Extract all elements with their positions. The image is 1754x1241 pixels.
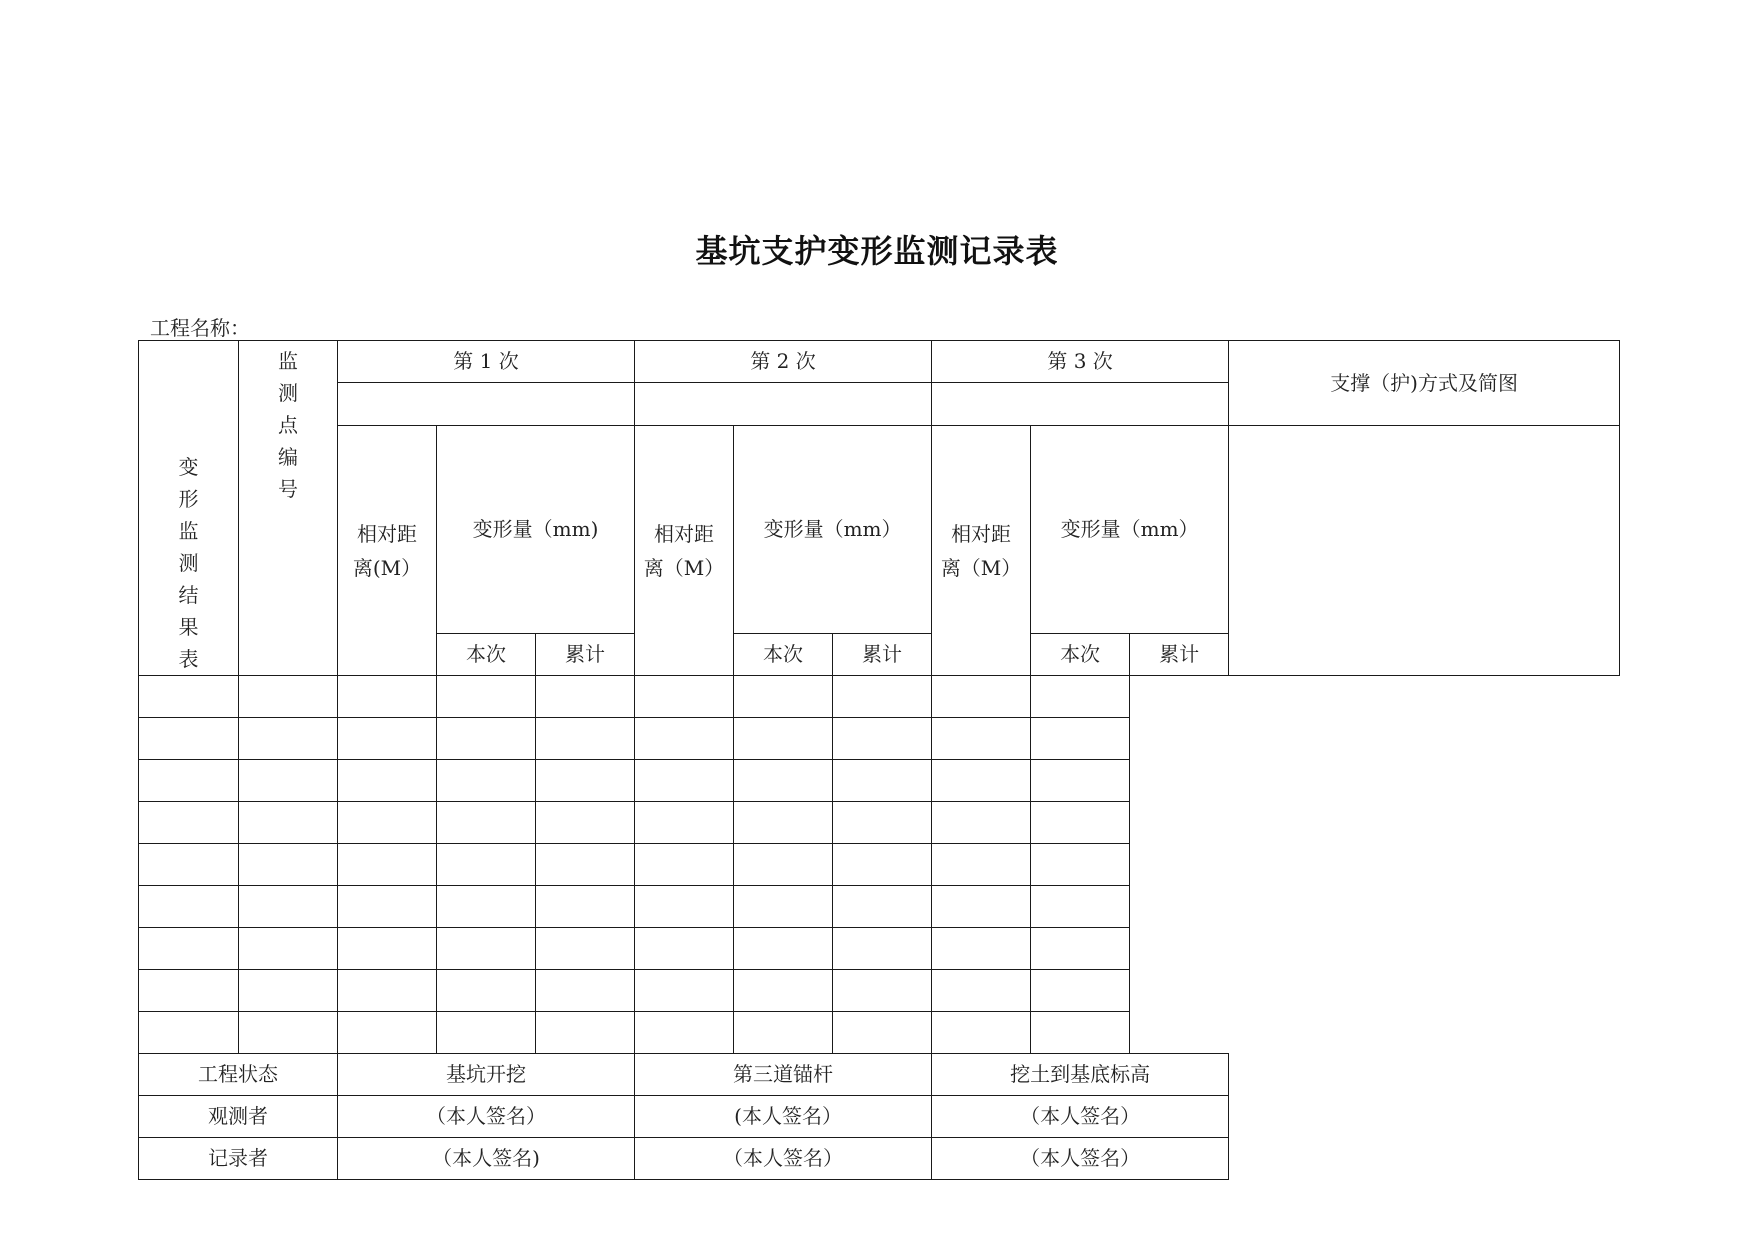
monitoring-record-table: [138, 340, 1620, 1180]
round-2-current-header: 本次: [734, 634, 833, 676]
round-3-current-header: 本次: [1031, 634, 1130, 676]
data-cell[interactable]: [338, 802, 437, 844]
data-cell[interactable]: [437, 1012, 536, 1054]
data-cell[interactable]: [1031, 886, 1130, 928]
vertical-char: 变: [178, 455, 199, 479]
data-cell[interactable]: [734, 718, 833, 760]
data-cell[interactable]: [932, 928, 1031, 970]
round-1-header: 第 1 次: [338, 341, 635, 383]
point-no-cell[interactable]: [139, 928, 239, 970]
support-sketch-area[interactable]: [1229, 426, 1620, 676]
vertical-char: 表: [178, 647, 199, 671]
data-cell[interactable]: [536, 886, 635, 928]
observer-signature-2[interactable]: (本人签名）: [635, 1096, 932, 1138]
support-method-header: 支撑（护)方式及简图: [1229, 341, 1620, 426]
data-cell[interactable]: [239, 760, 338, 802]
table-row: [139, 928, 1620, 970]
round-1-cumulative-header: 累计: [536, 634, 635, 676]
data-cell[interactable]: [833, 886, 932, 928]
data-cell[interactable]: [833, 802, 932, 844]
data-cell[interactable]: [734, 928, 833, 970]
data-cell[interactable]: [437, 718, 536, 760]
data-cell[interactable]: [536, 718, 635, 760]
data-cell[interactable]: [635, 718, 734, 760]
vertical-char: 号: [278, 477, 298, 501]
data-cell[interactable]: [1031, 718, 1130, 760]
data-cell[interactable]: [1031, 760, 1130, 802]
data-cell[interactable]: [833, 844, 932, 886]
recorder-label: 记录者: [139, 1138, 338, 1180]
round-1-deformation-header: 变形量（mm): [437, 426, 635, 634]
data-cell[interactable]: [635, 886, 734, 928]
data-cell[interactable]: [536, 802, 635, 844]
observer-signature-1[interactable]: （本人签名）: [338, 1096, 635, 1138]
data-cell[interactable]: [1031, 1012, 1130, 1054]
data-cell[interactable]: [932, 886, 1031, 928]
data-cell[interactable]: [833, 676, 932, 718]
point-no-cell[interactable]: [139, 844, 239, 886]
data-cell[interactable]: [536, 844, 635, 886]
round-2-deformation-header: 变形量（mm）: [734, 426, 932, 634]
data-cell[interactable]: [1031, 844, 1130, 886]
table-row: [139, 760, 1620, 802]
data-cell[interactable]: [635, 970, 734, 1012]
data-cell[interactable]: [635, 844, 734, 886]
round-3-rel-distance-header: 相对距 离（M）: [932, 426, 1031, 676]
data-cell[interactable]: [833, 1012, 932, 1054]
table-row: [139, 718, 1620, 760]
round-2-cumulative-header: 累计: [833, 634, 932, 676]
round-1-current-header: 本次: [437, 634, 536, 676]
data-cell[interactable]: [536, 760, 635, 802]
data-cell[interactable]: [437, 760, 536, 802]
data-cell[interactable]: [833, 928, 932, 970]
vertical-char: 监: [278, 349, 298, 373]
data-cell[interactable]: [239, 928, 338, 970]
vertical-char: 结: [178, 583, 199, 607]
observer-signature-3[interactable]: （本人签名）: [932, 1096, 1229, 1138]
project-name-label: 工程名称：: [150, 316, 250, 340]
data-cell[interactable]: [338, 760, 437, 802]
table-row: [139, 1012, 1620, 1054]
data-cell[interactable]: [338, 970, 437, 1012]
data-cell[interactable]: [536, 676, 635, 718]
data-cell[interactable]: [734, 1012, 833, 1054]
data-cell[interactable]: [536, 970, 635, 1012]
round-1-rel-distance-header: 相对距 离(M）: [338, 426, 437, 676]
table-row: [139, 676, 1620, 718]
data-cell[interactable]: [239, 970, 338, 1012]
status-value-2: 第三道锚杆: [635, 1054, 932, 1096]
data-cell[interactable]: [437, 802, 536, 844]
status-value-3: 挖土到基底标高: [932, 1054, 1229, 1096]
data-cell[interactable]: [932, 676, 1031, 718]
status-label: 工程状态: [139, 1054, 338, 1096]
data-cell[interactable]: [833, 970, 932, 1012]
data-cell[interactable]: [239, 718, 338, 760]
data-cell[interactable]: [338, 844, 437, 886]
data-cell[interactable]: [437, 970, 536, 1012]
data-cell[interactable]: [239, 802, 338, 844]
data-cell[interactable]: [635, 928, 734, 970]
data-cell[interactable]: [1031, 802, 1130, 844]
point-no-cell[interactable]: [139, 886, 239, 928]
round-1-date-field[interactable]: [338, 383, 635, 426]
data-cell[interactable]: [932, 718, 1031, 760]
data-cell[interactable]: [734, 970, 833, 1012]
point-no-cell[interactable]: [139, 1012, 239, 1054]
data-cell[interactable]: [734, 676, 833, 718]
data-cell[interactable]: [437, 844, 536, 886]
vertical-char: 监: [178, 519, 199, 543]
data-cell[interactable]: [734, 760, 833, 802]
data-cell[interactable]: [734, 802, 833, 844]
data-cell[interactable]: [932, 844, 1031, 886]
data-cell[interactable]: [932, 760, 1031, 802]
data-cell[interactable]: [239, 1012, 338, 1054]
vertical-char: 形: [178, 487, 199, 511]
data-cell[interactable]: [1031, 676, 1130, 718]
data-cell[interactable]: [239, 844, 338, 886]
data-cell[interactable]: [1031, 928, 1130, 970]
section-label: [139, 341, 239, 676]
status-value-1: 基坑开挖: [338, 1054, 635, 1096]
data-cell[interactable]: [635, 760, 734, 802]
round-3-deformation-header: 变形量（mm）: [1031, 426, 1229, 634]
table-row: [139, 844, 1620, 886]
round-2-date-field[interactable]: [635, 383, 932, 426]
vertical-char: 测: [178, 551, 199, 575]
data-cell[interactable]: [833, 760, 932, 802]
observer-label: 观测者: [139, 1096, 338, 1138]
data-cell[interactable]: [734, 844, 833, 886]
data-cell[interactable]: [635, 802, 734, 844]
data-cell[interactable]: [338, 928, 437, 970]
recorder-signature-3[interactable]: （本人签名）: [932, 1138, 1229, 1180]
data-cell[interactable]: [437, 928, 536, 970]
vertical-char: 编: [278, 445, 298, 469]
round-3-cumulative-header: 累计: [1130, 634, 1229, 676]
vertical-char: 测: [278, 381, 298, 405]
table-row: [139, 802, 1620, 844]
data-cell[interactable]: [734, 886, 833, 928]
data-cell[interactable]: [932, 970, 1031, 1012]
point-no-cell[interactable]: [139, 718, 239, 760]
data-cell[interactable]: [932, 1012, 1031, 1054]
data-cell[interactable]: [239, 886, 338, 928]
point-no-cell[interactable]: [139, 676, 239, 718]
data-cell[interactable]: [437, 676, 536, 718]
data-cell[interactable]: [932, 802, 1031, 844]
data-cell[interactable]: [338, 1012, 437, 1054]
data-cell[interactable]: [1031, 970, 1130, 1012]
data-cell[interactable]: [635, 1012, 734, 1054]
data-cell[interactable]: [437, 886, 536, 928]
point-no-cell[interactable]: [139, 760, 239, 802]
point-no-cell[interactable]: [139, 970, 239, 1012]
data-cell[interactable]: [833, 718, 932, 760]
data-cell[interactable]: [536, 928, 635, 970]
table-row: [139, 970, 1620, 1012]
data-cell[interactable]: [338, 676, 437, 718]
data-cell[interactable]: [338, 718, 437, 760]
recorder-signature-2[interactable]: （本人签名）: [635, 1138, 932, 1180]
data-cell[interactable]: [536, 1012, 635, 1054]
data-cell[interactable]: [338, 886, 437, 928]
round-3-header: 第 3 次: [932, 341, 1229, 383]
data-cell[interactable]: [239, 676, 338, 718]
recorder-signature-1[interactable]: （本人签名): [338, 1138, 635, 1180]
table-row: [139, 886, 1620, 928]
round-3-date-field[interactable]: [932, 383, 1229, 426]
point-no-header: [239, 341, 338, 676]
data-cell[interactable]: [635, 676, 734, 718]
round-2-header: 第 2 次: [635, 341, 932, 383]
vertical-char: 点: [278, 413, 298, 437]
round-2-rel-distance-header: 相对距 离（M）: [635, 426, 734, 676]
vertical-char: 果: [178, 615, 199, 639]
document-title: 基坑支护变形监测记录表: [695, 232, 1059, 270]
point-no-cell[interactable]: [139, 802, 239, 844]
